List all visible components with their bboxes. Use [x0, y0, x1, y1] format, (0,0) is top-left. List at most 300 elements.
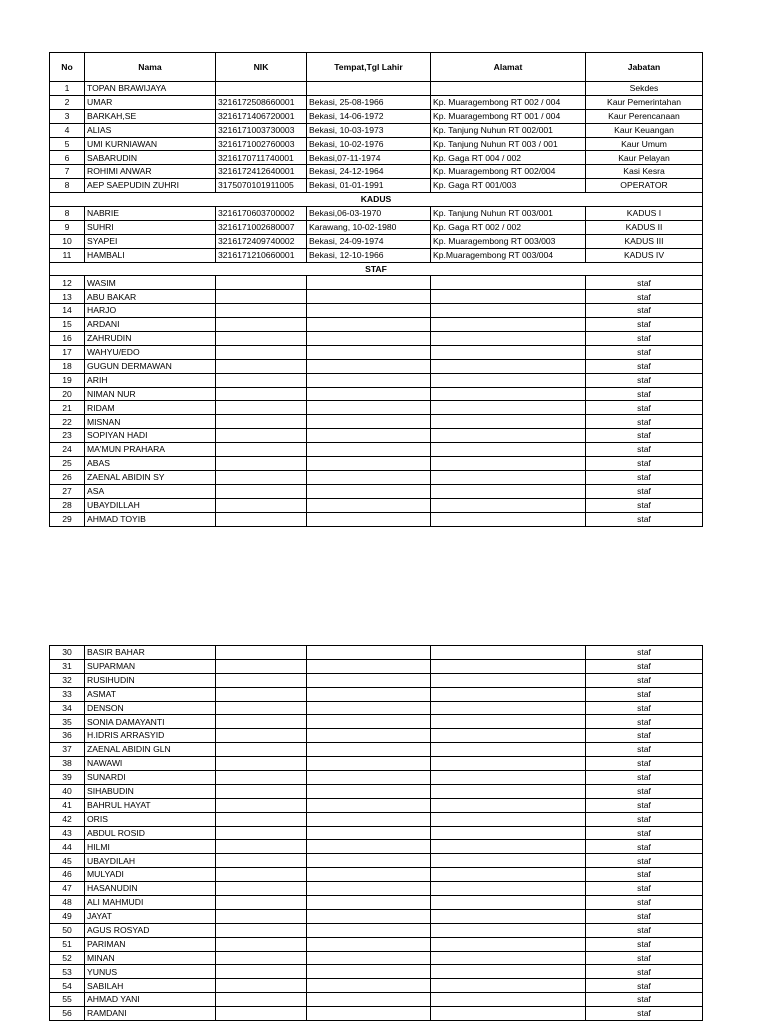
- table-row: [50, 373, 703, 387]
- table-row: [50, 646, 703, 660]
- cell-jabatan: staf: [586, 290, 703, 304]
- table-row: [50, 951, 703, 965]
- cell-jabatan: staf: [586, 415, 703, 429]
- table-row: [50, 1007, 703, 1021]
- cell-nama: HILMI: [85, 840, 216, 854]
- cell-jabatan: staf: [586, 979, 703, 993]
- cell-alamat: [431, 276, 586, 290]
- cell-jabatan: staf: [586, 896, 703, 910]
- cell-nik: [216, 290, 307, 304]
- cell-nama: SYAPEI: [85, 234, 216, 248]
- cell-nama: AGUS ROSYAD: [85, 923, 216, 937]
- cell-jabatan: staf: [586, 359, 703, 373]
- cell-no: 18: [50, 359, 85, 373]
- cell-no: 1: [50, 82, 85, 96]
- cell-jabatan: staf: [586, 387, 703, 401]
- cell-jabatan: Kaur Pemerintahan: [586, 95, 703, 109]
- cell-alamat: [431, 512, 586, 526]
- cell-nama: WAHYU/EDO: [85, 345, 216, 359]
- cell-alamat: [431, 882, 586, 896]
- table-row: [50, 715, 703, 729]
- cell-jabatan: staf: [586, 993, 703, 1007]
- cell-nama: JAYAT: [85, 909, 216, 923]
- table-row: [50, 882, 703, 896]
- cell-no: 48: [50, 896, 85, 910]
- cell-no: 23: [50, 429, 85, 443]
- cell-ttl: [307, 965, 431, 979]
- cell-ttl: [307, 498, 431, 512]
- cell-ttl: Bekasi, 01-01-1991: [307, 179, 431, 193]
- cell-ttl: Bekasi, 14-06-1972: [307, 109, 431, 123]
- cell-nik: 3216171210660001: [216, 248, 307, 262]
- table-row: [50, 123, 703, 137]
- table-row: [50, 729, 703, 743]
- cell-no: 38: [50, 757, 85, 771]
- cell-nama: AHMAD TOYIB: [85, 512, 216, 526]
- cell-no: 8: [50, 179, 85, 193]
- cell-alamat: [431, 304, 586, 318]
- cell-nama: MULYADI: [85, 868, 216, 882]
- cell-nama: UMAR: [85, 95, 216, 109]
- cell-nama: ALIAS: [85, 123, 216, 137]
- cell-alamat: [431, 701, 586, 715]
- cell-no: 16: [50, 332, 85, 346]
- cell-nama: ROHIMI ANWAR: [85, 165, 216, 179]
- cell-alamat: [431, 854, 586, 868]
- section-heading-kadus: KADUS: [50, 193, 703, 207]
- cell-ttl: Bekasi, 24-09-1974: [307, 234, 431, 248]
- cell-no: 4: [50, 123, 85, 137]
- cell-nik: [216, 909, 307, 923]
- cell-nik: [216, 923, 307, 937]
- cell-nama: NIMAN NUR: [85, 387, 216, 401]
- cell-alamat: [431, 909, 586, 923]
- table-row: [50, 276, 703, 290]
- cell-ttl: [307, 345, 431, 359]
- cell-jabatan: staf: [586, 498, 703, 512]
- cell-nama: HAMBALI: [85, 248, 216, 262]
- cell-nik: [216, 457, 307, 471]
- table-row: [50, 979, 703, 993]
- cell-no: 46: [50, 868, 85, 882]
- table-row: [50, 784, 703, 798]
- cell-nama: MA'MUN PRAHARA: [85, 443, 216, 457]
- cell-alamat: [431, 345, 586, 359]
- cell-nama: TOPAN BRAWIJAYA: [85, 82, 216, 96]
- table-row: [50, 82, 703, 96]
- cell-ttl: [307, 701, 431, 715]
- table-row: [50, 923, 703, 937]
- table-row: [50, 701, 703, 715]
- cell-nik: [216, 771, 307, 785]
- cell-no: 51: [50, 937, 85, 951]
- cell-no: 11: [50, 248, 85, 262]
- staf-section: [50, 262, 703, 276]
- cell-alamat: [431, 484, 586, 498]
- cell-nik: 3216170603700002: [216, 207, 307, 221]
- cell-no: 39: [50, 771, 85, 785]
- cell-alamat: [431, 729, 586, 743]
- cell-alamat: Kp. Muaragembong RT 002 / 004: [431, 95, 586, 109]
- cell-nik: [216, 965, 307, 979]
- cell-jabatan: staf: [586, 646, 703, 660]
- cell-nama: NAWAWI: [85, 757, 216, 771]
- cell-ttl: [307, 840, 431, 854]
- cell-ttl: Karawang, 10-02-1980: [307, 220, 431, 234]
- cell-alamat: [431, 896, 586, 910]
- cell-nama: SUNARDI: [85, 771, 216, 785]
- cell-no: 19: [50, 373, 85, 387]
- cell-jabatan: staf: [586, 798, 703, 812]
- cell-no: 24: [50, 443, 85, 457]
- cell-nik: 3216170711740001: [216, 151, 307, 165]
- cell-alamat: [431, 743, 586, 757]
- cell-alamat: [431, 373, 586, 387]
- cell-jabatan: staf: [586, 715, 703, 729]
- cell-alamat: [431, 784, 586, 798]
- cell-nik: [216, 276, 307, 290]
- cell-nama: AEP SAEPUDIN ZUHRI: [85, 179, 216, 193]
- cell-no: 53: [50, 965, 85, 979]
- cell-nik: [216, 415, 307, 429]
- cell-alamat: [431, 951, 586, 965]
- cell-ttl: [307, 882, 431, 896]
- cell-nik: [216, 470, 307, 484]
- cell-no: 45: [50, 854, 85, 868]
- cell-jabatan: staf: [586, 332, 703, 346]
- cell-jabatan: staf: [586, 401, 703, 415]
- cell-nik: [216, 896, 307, 910]
- cell-no: 26: [50, 470, 85, 484]
- cell-no: 20: [50, 387, 85, 401]
- table-row: [50, 401, 703, 415]
- cell-ttl: Bekasi, 25-08-1966: [307, 95, 431, 109]
- table-row: [50, 345, 703, 359]
- cell-nama: YUNUS: [85, 965, 216, 979]
- cell-jabatan: Kaur Perencanaan: [586, 109, 703, 123]
- cell-no: 49: [50, 909, 85, 923]
- cell-ttl: [307, 359, 431, 373]
- cell-jabatan: OPERATOR: [586, 179, 703, 193]
- table-row: [50, 359, 703, 373]
- table-row: [50, 470, 703, 484]
- cell-alamat: [431, 82, 586, 96]
- cell-nama: ASA: [85, 484, 216, 498]
- cell-alamat: [431, 798, 586, 812]
- cell-nama: RUSIHUDIN: [85, 673, 216, 687]
- cell-nama: UBAYDILAH: [85, 854, 216, 868]
- cell-ttl: [307, 993, 431, 1007]
- table-row: [50, 318, 703, 332]
- cell-alamat: Kp. Gaga RT 002 / 002: [431, 220, 586, 234]
- table-row: [50, 248, 703, 262]
- header-nik: NIK: [216, 53, 307, 82]
- cell-nama: DENSON: [85, 701, 216, 715]
- cell-alamat: [431, 318, 586, 332]
- cell-jabatan: Kasi Kesra: [586, 165, 703, 179]
- cell-ttl: [307, 290, 431, 304]
- cell-nama: UMI KURNIAWAN: [85, 137, 216, 151]
- table-row: [50, 484, 703, 498]
- cell-ttl: [307, 868, 431, 882]
- cell-ttl: [307, 304, 431, 318]
- cell-no: 44: [50, 840, 85, 854]
- cell-ttl: [307, 332, 431, 346]
- cell-alamat: [431, 498, 586, 512]
- table-row: [50, 498, 703, 512]
- cell-no: 33: [50, 687, 85, 701]
- cell-alamat: Kp. Tanjung Nuhun RT 002/001: [431, 123, 586, 137]
- cell-alamat: [431, 415, 586, 429]
- cell-jabatan: staf: [586, 868, 703, 882]
- cell-alamat: Kp. Muaragembong RT 001 / 004: [431, 109, 586, 123]
- table-row: [50, 826, 703, 840]
- cell-nik: [216, 646, 307, 660]
- cell-no: 7: [50, 165, 85, 179]
- cell-alamat: [431, 937, 586, 951]
- cell-no: 40: [50, 784, 85, 798]
- cell-no: 21: [50, 401, 85, 415]
- cell-nama: ZAENAL ABIDIN GLN: [85, 743, 216, 757]
- cell-ttl: [307, 659, 431, 673]
- cell-ttl: [307, 387, 431, 401]
- cell-nik: 3216171002680007: [216, 220, 307, 234]
- table-row: [50, 207, 703, 221]
- cell-alamat: [431, 457, 586, 471]
- cell-nik: 3216171003730003: [216, 123, 307, 137]
- cell-alamat: [431, 868, 586, 882]
- cell-alamat: [431, 429, 586, 443]
- cell-nik: [216, 82, 307, 96]
- cell-no: 8: [50, 207, 85, 221]
- cell-ttl: [307, 646, 431, 660]
- cell-jabatan: staf: [586, 854, 703, 868]
- table-row: [50, 109, 703, 123]
- cell-nik: 3216171002760003: [216, 137, 307, 151]
- cell-jabatan: staf: [586, 373, 703, 387]
- cell-ttl: [307, 1007, 431, 1021]
- cell-nik: [216, 868, 307, 882]
- table-row: [50, 771, 703, 785]
- cell-alamat: [431, 715, 586, 729]
- cell-alamat: [431, 923, 586, 937]
- cell-jabatan: staf: [586, 443, 703, 457]
- cell-alamat: [431, 387, 586, 401]
- cell-nik: [216, 429, 307, 443]
- cell-ttl: Bekasi,06-03-1970: [307, 207, 431, 221]
- cell-no: 55: [50, 993, 85, 1007]
- cell-jabatan: staf: [586, 743, 703, 757]
- cell-jabatan: staf: [586, 1007, 703, 1021]
- cell-nama: SUHRI: [85, 220, 216, 234]
- staf-rows-page-1: [50, 276, 703, 526]
- cell-no: 28: [50, 498, 85, 512]
- cell-jabatan: staf: [586, 757, 703, 771]
- cell-nik: [216, 854, 307, 868]
- cell-nik: [216, 757, 307, 771]
- cell-no: 42: [50, 812, 85, 826]
- table-row: [50, 95, 703, 109]
- cell-no: 34: [50, 701, 85, 715]
- table-header-row: [50, 53, 703, 82]
- cell-jabatan: staf: [586, 512, 703, 526]
- cell-jabatan: staf: [586, 276, 703, 290]
- cell-alamat: [431, 771, 586, 785]
- table-row: [50, 896, 703, 910]
- cell-alamat: [431, 812, 586, 826]
- cell-jabatan: staf: [586, 937, 703, 951]
- table-row: [50, 812, 703, 826]
- section-heading-row: [50, 262, 703, 276]
- cell-nama: ARDANI: [85, 318, 216, 332]
- table-row: [50, 457, 703, 471]
- cell-no: 43: [50, 826, 85, 840]
- cell-no: 47: [50, 882, 85, 896]
- cell-alamat: Kp. Muaragembong RT 002/004: [431, 165, 586, 179]
- cell-jabatan: staf: [586, 484, 703, 498]
- cell-alamat: Kp.Muaragembong RT 003/004: [431, 248, 586, 262]
- table-row: [50, 659, 703, 673]
- cell-ttl: [307, 937, 431, 951]
- cell-nik: [216, 701, 307, 715]
- cell-no: 27: [50, 484, 85, 498]
- staf-rows-page-2: [50, 646, 703, 1021]
- cell-alamat: [431, 673, 586, 687]
- cell-nama: ABAS: [85, 457, 216, 471]
- table-row: [50, 937, 703, 951]
- cell-alamat: Kp. Gaga RT 004 / 002: [431, 151, 586, 165]
- cell-no: 31: [50, 659, 85, 673]
- cell-ttl: [307, 715, 431, 729]
- cell-alamat: [431, 1007, 586, 1021]
- cell-nik: [216, 373, 307, 387]
- table-row: [50, 673, 703, 687]
- cell-no: 14: [50, 304, 85, 318]
- cell-no: 13: [50, 290, 85, 304]
- cell-nama: H.IDRIS ARRASYID: [85, 729, 216, 743]
- cell-alamat: [431, 993, 586, 1007]
- cell-ttl: [307, 512, 431, 526]
- cell-nik: [216, 743, 307, 757]
- cell-nama: HARJO: [85, 304, 216, 318]
- section-heading-staf: STAF: [50, 262, 703, 276]
- table-row: [50, 687, 703, 701]
- cell-no: 37: [50, 743, 85, 757]
- cell-alamat: Kp. Tanjung Nuhun RT 003/001: [431, 207, 586, 221]
- cell-jabatan: staf: [586, 470, 703, 484]
- header-jabatan: Jabatan: [586, 53, 703, 82]
- cell-nama: UBAYDILLAH: [85, 498, 216, 512]
- cell-ttl: [307, 373, 431, 387]
- header-nama: Nama: [85, 53, 216, 82]
- table-row: [50, 179, 703, 193]
- cell-nama: RAMDANI: [85, 1007, 216, 1021]
- cell-nama: SOPIYAN HADI: [85, 429, 216, 443]
- cell-jabatan: staf: [586, 882, 703, 896]
- cell-ttl: [307, 457, 431, 471]
- cell-alamat: [431, 470, 586, 484]
- cell-nik: [216, 715, 307, 729]
- cell-nik: [216, 840, 307, 854]
- cell-alamat: [431, 687, 586, 701]
- cell-jabatan: Sekdes: [586, 82, 703, 96]
- cell-alamat: [431, 332, 586, 346]
- cell-alamat: [431, 359, 586, 373]
- cell-jabatan: staf: [586, 729, 703, 743]
- cell-jabatan: KADUS IV: [586, 248, 703, 262]
- cell-no: 15: [50, 318, 85, 332]
- cell-alamat: Kp. Muaragembong RT 003/003: [431, 234, 586, 248]
- table-row: [50, 332, 703, 346]
- cell-ttl: [307, 923, 431, 937]
- cell-jabatan: staf: [586, 701, 703, 715]
- cell-no: 9: [50, 220, 85, 234]
- cell-nama: ORIS: [85, 812, 216, 826]
- cell-no: 2: [50, 95, 85, 109]
- cell-nik: 3175070101911005: [216, 179, 307, 193]
- cell-ttl: [307, 415, 431, 429]
- table-row: [50, 868, 703, 882]
- cell-ttl: [307, 484, 431, 498]
- table-row: [50, 290, 703, 304]
- cell-jabatan: staf: [586, 429, 703, 443]
- cell-nik: 3216171406720001: [216, 109, 307, 123]
- table-row: [50, 165, 703, 179]
- cell-ttl: Bekasi, 10-03-1973: [307, 123, 431, 137]
- table-row: [50, 429, 703, 443]
- cell-jabatan: Kaur Pelayan: [586, 151, 703, 165]
- cell-alamat: Kp. Gaga RT 001/003: [431, 179, 586, 193]
- table-row: [50, 137, 703, 151]
- cell-jabatan: staf: [586, 909, 703, 923]
- cell-nik: [216, 798, 307, 812]
- cell-nama: ABU BAKAR: [85, 290, 216, 304]
- cell-ttl: [307, 443, 431, 457]
- cell-ttl: [307, 909, 431, 923]
- cell-jabatan: Kaur Keuangan: [586, 123, 703, 137]
- cell-nik: [216, 387, 307, 401]
- cell-no: 6: [50, 151, 85, 165]
- table-row: [50, 909, 703, 923]
- section-heading-row: [50, 193, 703, 207]
- cell-nik: [216, 304, 307, 318]
- cell-nama: GUGUN DERMAWAN: [85, 359, 216, 373]
- cell-jabatan: staf: [586, 345, 703, 359]
- cell-no: 12: [50, 276, 85, 290]
- cell-nama: BARKAH,SE: [85, 109, 216, 123]
- table-row: [50, 993, 703, 1007]
- cell-ttl: Bekasi, 12-10-1966: [307, 248, 431, 262]
- table-row: [50, 854, 703, 868]
- cell-alamat: [431, 646, 586, 660]
- cell-nik: 3216172508660001: [216, 95, 307, 109]
- cell-no: 52: [50, 951, 85, 965]
- table-row: [50, 798, 703, 812]
- cell-alamat: [431, 840, 586, 854]
- employee-table-page-2: [49, 645, 703, 1021]
- cell-nik: [216, 1007, 307, 1021]
- cell-alamat: [431, 659, 586, 673]
- cell-nama: ABDUL ROSID: [85, 826, 216, 840]
- cell-jabatan: staf: [586, 951, 703, 965]
- table-row: [50, 757, 703, 771]
- cell-no: 56: [50, 1007, 85, 1021]
- cell-nama: MISNAN: [85, 415, 216, 429]
- cell-nama: ASMAT: [85, 687, 216, 701]
- cell-jabatan: staf: [586, 659, 703, 673]
- cell-nama: BASIR BAHAR: [85, 646, 216, 660]
- cell-ttl: [307, 771, 431, 785]
